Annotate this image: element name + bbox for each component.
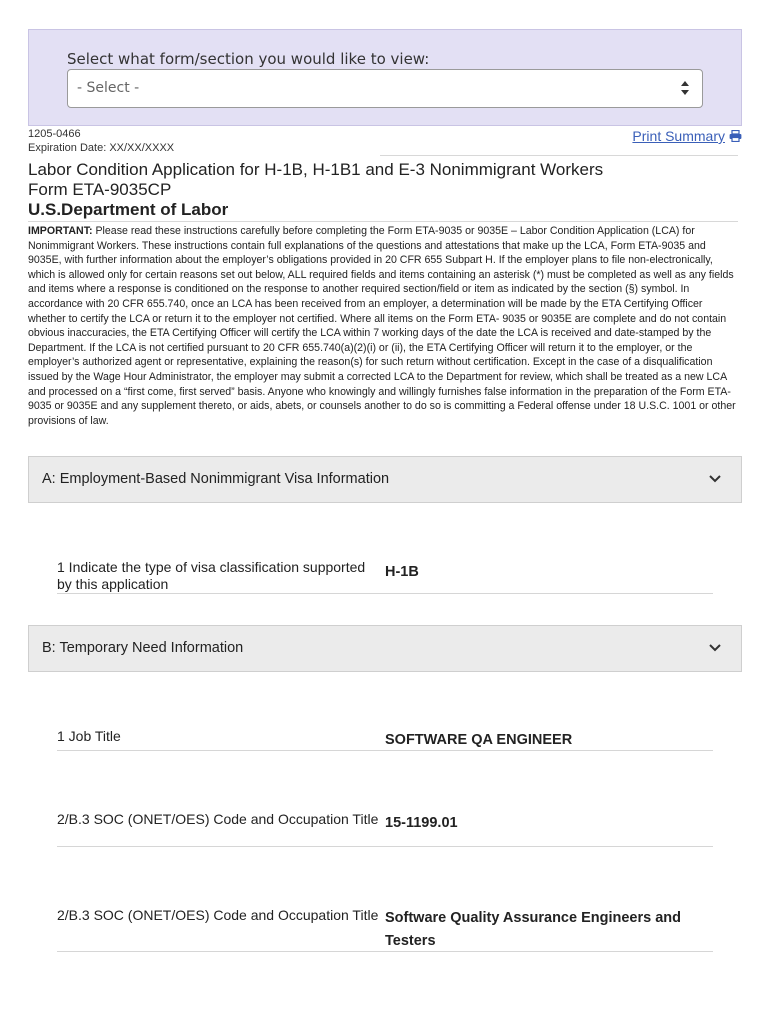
section-a-title: A: Employment-Based Nonimmigrant Visa Information bbox=[42, 471, 390, 487]
printer-icon bbox=[729, 130, 742, 142]
select-current-value: - Select - bbox=[77, 80, 140, 96]
important-instructions bbox=[28, 224, 740, 428]
important-body: Please read these instructions carefully before completing the Form ETA-9035 or 9035E – Labor Condition Application (LCA) for Nonimmigrant Workers. These instructions contain full explanations of the questions and attestations that make up the LCA, Form ETA-9035 and 9035E, with further information about the employer’s obligations provided in 20 CFR 655 Subpart H. If the employer plans to file non-electronically, which is allowed only for certain reasons set out below, ALL required fields and items containing an asterisk (*) must be completed as well as any fields and items where a response is conditioned on the response to another required section/field or item as indicated by the section (§) symbol. In accordance with 20 CFR 655.740, once an LCA has been received from an employer, a determination will be made by the ETA Certifying Officer whether to certify the LCA or return it to the employer not certified. Where all items on the Form ETA- 9035 or 9035E are complete and do not contain obvious inaccuracies, the ETA Certifying Officer will certify the LCA within 7 working days of the date the LCA is received and date-stamped by the Department. If the LCA is not certified pursuant to 20 CFR 655.740(a)(2)(i) or (ii), the ETA Certifying Officer will return it to the employer, or the employer’s authorized agent or representative, explaining the reason(s) for such return without certification. Except in the case of a disqualification issued by the Wage Hour Administrator, the employer may submit a corrected LCA to the Department for review, which shall be treated as a new LCA and processed on a “first come, first served” basis. Anyone who knowingly and willingly furnishes false information in the preparation of the Form ETA- 9035 or 9035E and any supplement thereto, or aids, abets, or counsels another to do so is committing a Federal offense under 18 U.S.C. 1001 or other provisions of law. bbox=[28, 225, 736, 427]
row-divider bbox=[57, 593, 713, 594]
header-divider bbox=[380, 155, 738, 156]
job-title-label: 1 Job Title bbox=[57, 728, 121, 744]
select-arrows-icon bbox=[680, 79, 690, 97]
soc-code-value: 15-1199.01 bbox=[385, 815, 458, 831]
soc-code-label: 2/B.3 SOC (ONET/OES) Code and Occupation Title bbox=[57, 811, 379, 827]
expiration-date: Expiration Date: XX/XX/XXXX bbox=[28, 142, 175, 154]
important-lead: IMPORTANT: bbox=[28, 225, 93, 237]
job-title-value: SOFTWARE QA ENGINEER bbox=[385, 732, 573, 748]
form-number: Form ETA-9035CP bbox=[28, 180, 172, 199]
row-divider bbox=[57, 846, 713, 847]
section-a-header[interactable] bbox=[28, 456, 742, 503]
chevron-down-icon bbox=[709, 644, 721, 652]
print-summary-label: Print Summary bbox=[632, 128, 725, 144]
selector-label: Select what form/section you would like to view: bbox=[67, 50, 430, 68]
occupation-title-value: Software Quality Assurance Engineers and Testers bbox=[385, 910, 681, 949]
department-divider bbox=[28, 221, 738, 222]
chevron-down-icon bbox=[709, 475, 721, 483]
form-section-selector-panel bbox=[28, 29, 742, 126]
department-name: U.S.Department of Labor bbox=[28, 200, 229, 219]
row-divider bbox=[57, 951, 713, 952]
section-b-header[interactable] bbox=[28, 625, 742, 672]
print-summary-link[interactable] bbox=[632, 128, 742, 144]
form-title: Labor Condition Application for H-1B, H-1B1 and E-3 Nonimmigrant Workers bbox=[28, 160, 604, 179]
occupation-title-label: 2/B.3 SOC (ONET/OES) Code and Occupation Title bbox=[57, 907, 379, 923]
section-b-title: B: Temporary Need Information bbox=[42, 640, 244, 656]
omb-number: 1205-0466 bbox=[28, 128, 81, 140]
visa-classification-label: 1 Indicate the type of visa classification supported by this application bbox=[57, 559, 366, 592]
row-divider bbox=[57, 750, 713, 751]
form-section-select[interactable] bbox=[67, 69, 703, 108]
visa-classification-value: H-1B bbox=[385, 564, 419, 580]
